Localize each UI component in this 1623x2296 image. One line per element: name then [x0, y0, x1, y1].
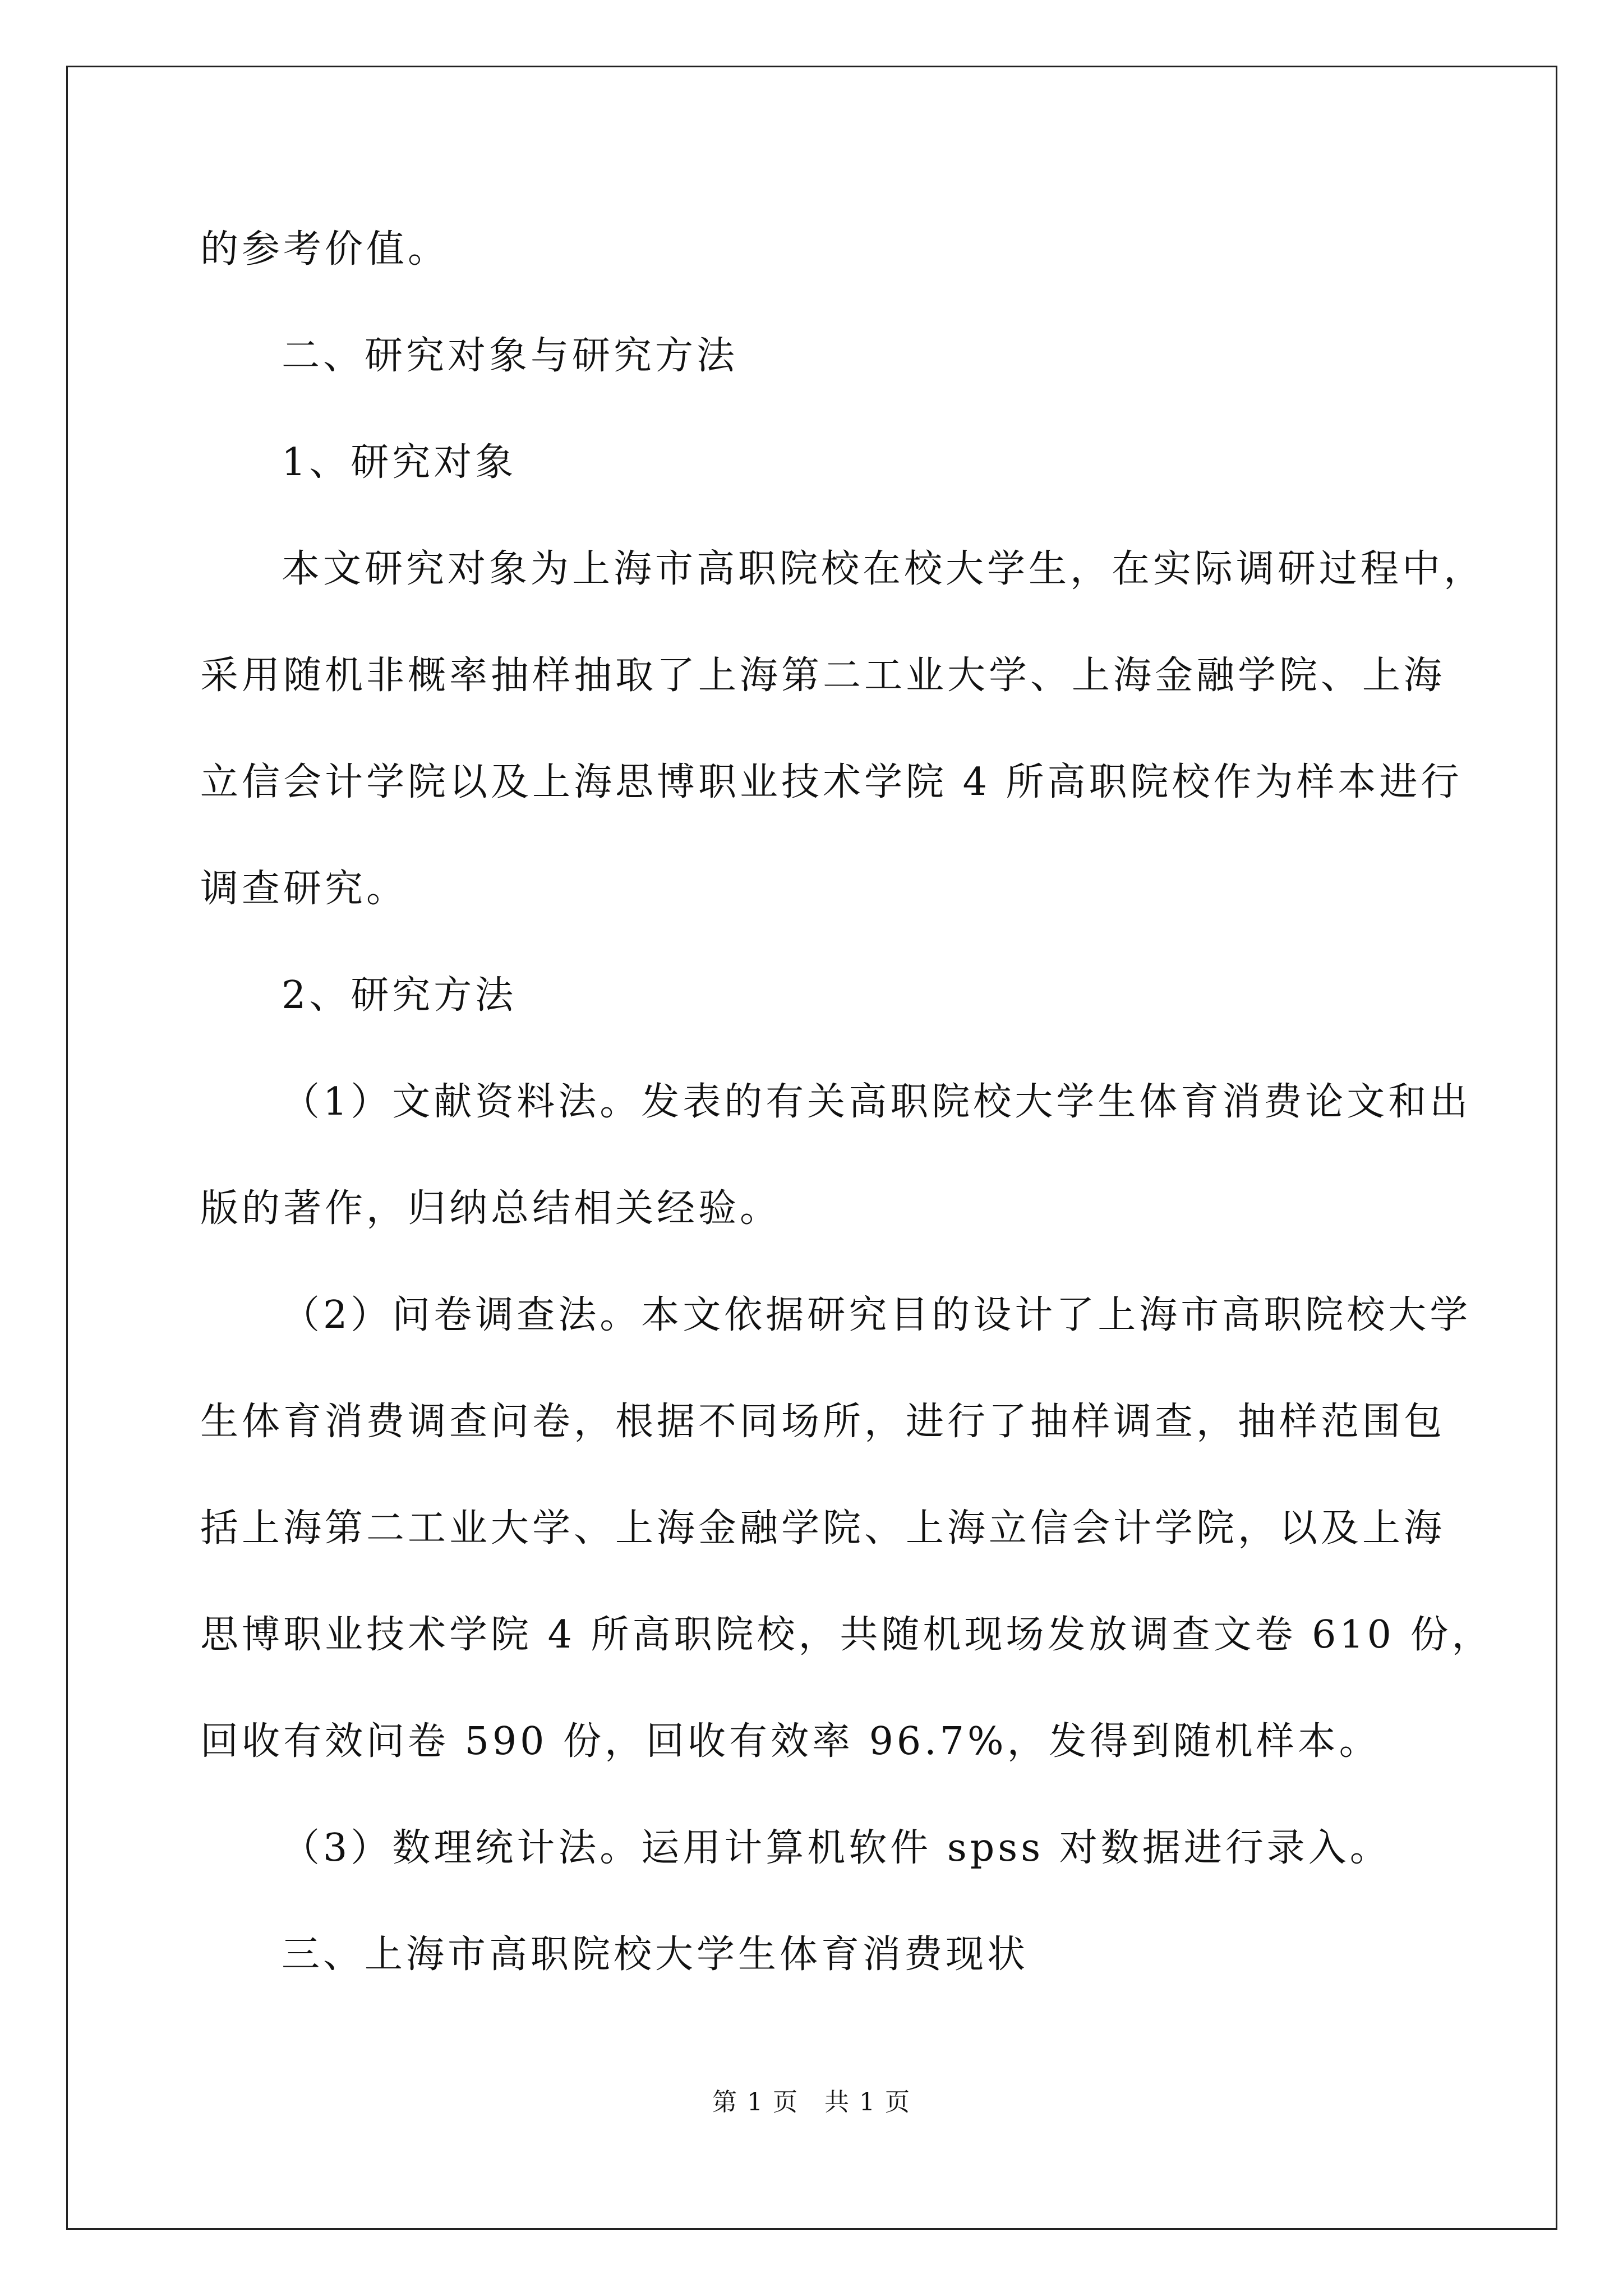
paragraph-line: （2）问卷调查法。本文依据研究目的设计了上海市高职院校大学	[282, 1293, 1472, 1337]
paragraph-line: 思博职业技术学院 4 所高职院校，共随机现场发放调查文卷 610 份，	[200, 1613, 1493, 1657]
paragraph-line: 回收有效问卷 590 份，回收有效率 96.7%，发得到随机样本。	[200, 1719, 1381, 1764]
paragraph-line: （3）数理统计法。运用计算机软件 spss 对数据进行录入。	[282, 1826, 1391, 1870]
paragraph-line: 调查研究。	[200, 867, 408, 911]
paragraph-line: （1）文献资料法。发表的有关高职院校大学生体育消费论文和出	[282, 1080, 1472, 1124]
subsection-heading: 1、研究对象	[282, 440, 517, 485]
page-border	[66, 66, 1557, 2230]
page-number-footer: 第 1 页 共 1 页	[712, 2088, 911, 2116]
paragraph-line: 立信会计学院以及上海思博职业技术学院 4 所高职院校作为样本进行	[200, 760, 1463, 804]
section-heading: 三、上海市高职院校大学生体育消费现状	[282, 1932, 1029, 1977]
paragraph-line: 括上海第二工业大学、上海金融学院、上海立信会计学院，以及上海	[200, 1506, 1446, 1550]
section-heading: 二、研究对象与研究方法	[282, 334, 739, 378]
paragraph-line: 本文研究对象为上海市高职院校在校大学生，在实际调研过程中，	[282, 547, 1486, 591]
paragraph-line: 采用随机非概率抽样抽取了上海第二工业大学、上海金融学院、上海	[200, 654, 1446, 698]
subsection-heading: 2、研究方法	[282, 973, 517, 1018]
paragraph-line: 生体育消费调查问卷，根据不同场所，进行了抽样调查，抽样范围包	[200, 1400, 1446, 1444]
paragraph-line: 的参考价值。	[200, 227, 450, 272]
paragraph-line: 版的著作，归纳总结相关经验。	[200, 1186, 782, 1231]
